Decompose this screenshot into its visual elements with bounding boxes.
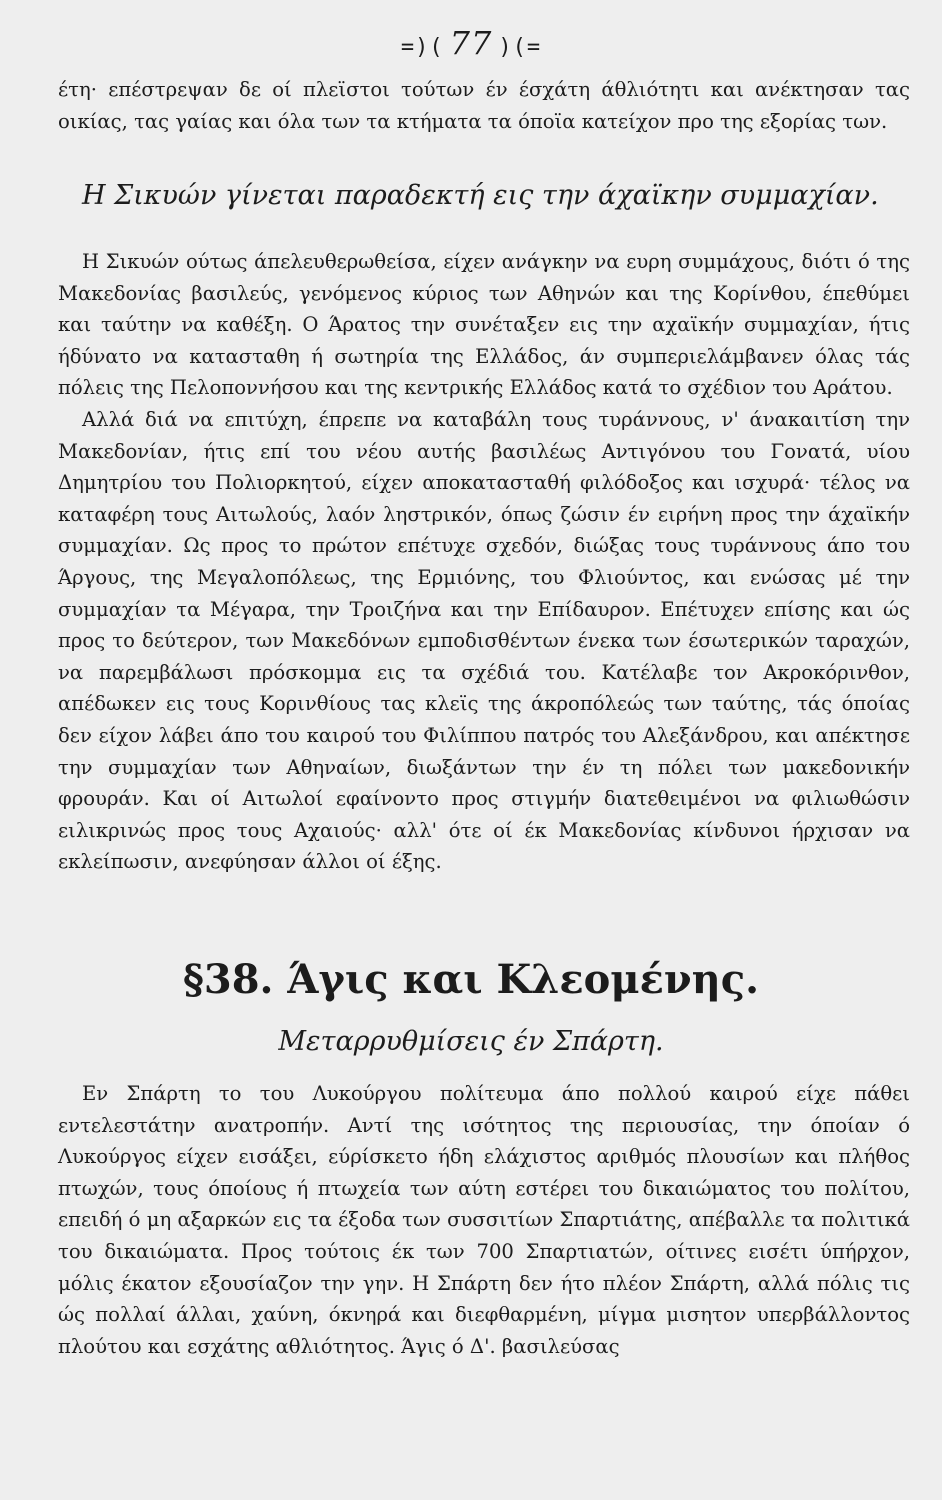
paragraph-aratus-goals: Αλλά διά να επιτύχη, έπρεπε να καταβάλη τους τυράννους, ν' άνακαιτίση την Μακεδονίαν, ήτις επί του νέου αυτής βασιλέως Αντιγόνου του Γονατά, υίου Δημητρίου του Πολιορκητού, είχεν αποκατασταθή φιλόδοξος και ισχυρά· τέλος να καταφέρη τους Αιτωλούς, λαόν ληστρικόν, όπως ζώσιν έν ειρήνη προς την άχαϊκήν συμμαχίαν. Ως προς το πρώτον επέτυχε σχεδόν, διώξας τους τυράννους άπο του Άργους, της Μεγαλοπόλεως, της Ερμιόνης, του Φλιούντος, και ενώσας μέ την συμμαχίαν τα Μέγαρα, την Τροιζήνα και την Επίδαυρον. Επέτυχεν επίσης και ώς προς το δεύτερον, των Μακεδόνων εμποδισθέντων ένεκα των έσωτερικών ταραχών, να παρεμβάλωσι πρόσκομμα εις τα σχέδιά του. Κατέλαβε τον Ακροκόρινθον, απέδωκεν εις τους Κορινθίους τας κλεϊς της άκροπόλεώς των ταύτης, τάς όποίας δεν είχον λάβει άπο του καιρού του Φιλίππου πατρός του Αλεξάνδρου, και απέκτησε την συμμαχίαν των Αθηναίων, διωξάντων την έν τη πόλει των μακεδονικήν φρουράν. Και οί Αιτωλοί εφαίνοντο προς στιγμήν διατεθειμένοι να φιλιωθώσιν ειλικρινώς προς τους Αχαιούς· αλλ' ότε οί έκ Μακεδονίας κίνδυνοι ήρχισαν να εκλείπωσιν, ανεφύησαν άλλοι οί έξης. — [58, 407, 910, 874]
header-ornament-right: )(= — [498, 35, 542, 60]
subheading-sikyon: Η Σικυών γίνεται παραδεκτή εις την άχαϊκην συμμαχίαν. — [82, 180, 879, 211]
section-title: Άγις και Κλεομένης. — [287, 956, 760, 1003]
section-heading — [0, 954, 942, 1006]
section-subtitle: Μεταρρυθμίσεις έν Σπάρτη. — [278, 1026, 664, 1057]
page-number: 77 — [449, 24, 493, 62]
paragraph-sparta-reforms: Εν Σπάρτη το του Λυκούργου πολίτευμα άπο πολλού καιρού είχε πάθει εντελεστάτην ανατροπήν. Αντί της ισότητος της περιουσίας, την όποίαν ό Λυκούργος είχεν εισάξει, εύρίσκετο ήδη ελάχιστος αριθμός πλουσίων και πλήθος πτωχών, τους όποίους ή πτωχεία των αύτη εστέρει του δικαιώματος του πολίτου, επειδή ό μη αξαρκών εις τα έξοδα των συσσιτίων Σπαρτιάτης, απέβαλλε τα πολιτικά του δικαιώματα. Προς τούτοις έκ των 700 Σπαρτιατών, οίτινες εισέτι ύπήρχον, μόλις έκατον εξουσίαζον την γην. Η Σπάρτη δεν ήτο πλέον Σπάρτη, αλλά πόλις τις ώς πολλαί άλλαι, χαύνη, όκνηρά και διεφθαρμένη, μίγμα μισητον υπερβάλλοντος πλούτου και εσχάτης αθλιότητος. Άγις ό Δ'. βασιλεύσας — [58, 1082, 910, 1358]
section-number: §38. — [182, 956, 274, 1003]
sikyon-text-block — [58, 246, 910, 878]
intro-text-block — [58, 74, 910, 137]
intro-paragraph: έτη· επέστρεψαν δε οί πλεϊστοι τούτων έν έσχάτη άθλιότητι και ανέκτησαν τας οικίας, τας γαίας και όλα των τα κτήματα τα όποϊα κατείχον προ της εξορίας των. — [58, 78, 910, 133]
header-ornament-left: =)( — [400, 35, 444, 60]
page-header — [0, 24, 942, 62]
paragraph-sikyon-freed: Η Σικυών ούτως άπελευθερωθείσα, είχεν ανάγκην να ευρη συμμάχους, διότι ό της Μακεδονίας βασιλεύς, γενόμενος κύριος των Αθηνών και της Κορίνθου, έπεθύμει και ταύτην να καθέξη. Ο Άρατος την συνέταξεν εις την αχαϊκήν συμμαχίαν, ήτις ήδύνατο να κατασταθη ή σωτηρία της Ελλάδος, άν συμπεριελάμβανεν όλας τάς πόλεις της Πελοποννήσου και της κεντρικής Ελλάδος κατά το σχέδιον του Αράτου. — [58, 250, 910, 400]
sparta-text-block — [58, 1078, 910, 1362]
